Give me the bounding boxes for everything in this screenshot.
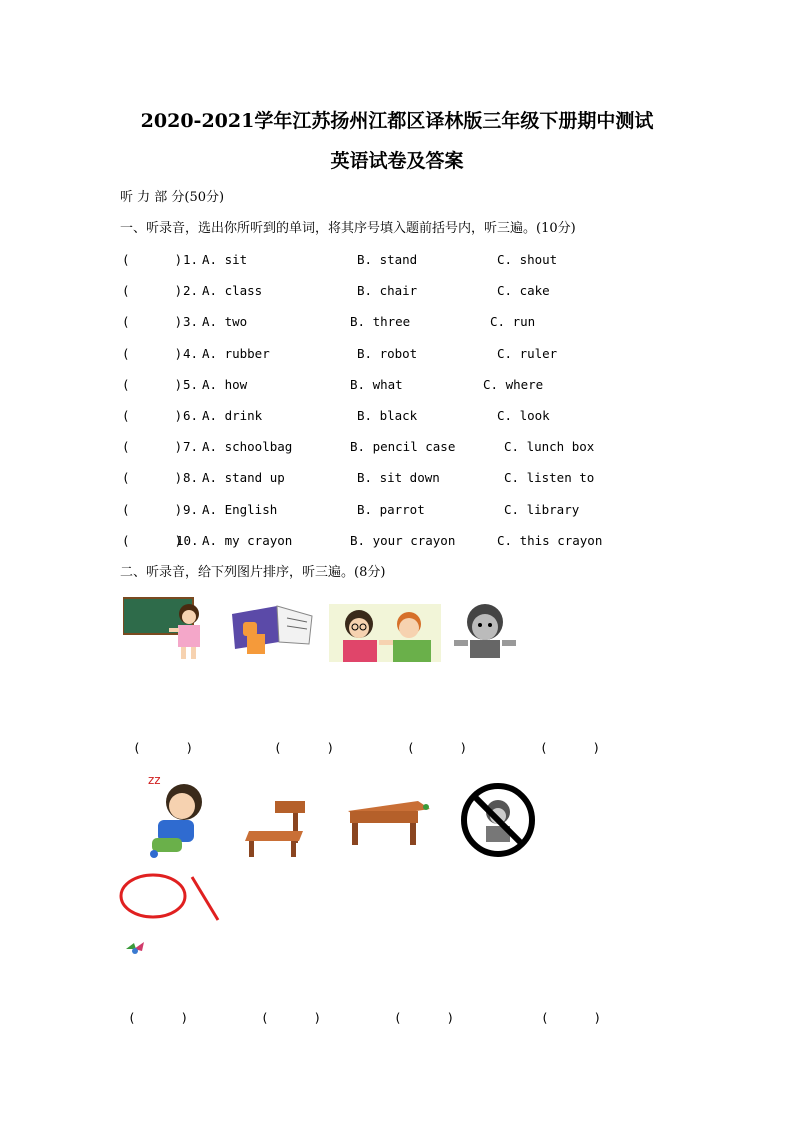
answer-bracket-3[interactable]: ( ) xyxy=(122,314,183,330)
option-b-4: B. robot xyxy=(357,345,418,361)
section1-heading: 一、听录音，选出你所听到的单词，将其序号填入题前括号内，听三遍。(10分) xyxy=(120,221,576,236)
answer-bracket-2[interactable]: ( ) xyxy=(122,283,183,299)
sleeping-boy-picture xyxy=(144,770,214,860)
answer-bracket-1[interactable]: ( ) xyxy=(122,252,183,267)
question-number-10: 10. xyxy=(176,532,199,548)
option-a-1: A. sit xyxy=(202,252,248,267)
desk-picture xyxy=(346,795,432,847)
answer-bracket-6[interactable]: ( ) xyxy=(261,1010,322,1025)
listening-header: 听 力 部 分(50分) xyxy=(120,190,225,205)
boy-gray-picture xyxy=(446,600,524,660)
question-number-8: 8. xyxy=(183,470,199,486)
option-b-6: B. black xyxy=(357,408,418,423)
option-a-9: A. English xyxy=(202,501,278,517)
answer-bracket-3[interactable]: ( ) xyxy=(407,740,468,755)
option-a-6: A. drink xyxy=(202,408,263,423)
question-number-5: 5. xyxy=(183,376,199,392)
answer-bracket-6[interactable]: ( ) xyxy=(122,408,183,423)
question-number-2: 2. xyxy=(183,283,199,299)
option-b-2: B. chair xyxy=(357,283,418,299)
option-a-3: A. two xyxy=(202,314,248,330)
answer-bracket-2[interactable]: ( ) xyxy=(274,740,335,755)
option-b-10: B. your crayon xyxy=(350,532,456,548)
question-number-7: 7. xyxy=(183,439,199,455)
option-b-9: B. parrot xyxy=(357,501,425,517)
question-number-4: 4. xyxy=(183,345,199,361)
answer-bracket-4[interactable]: ( ) xyxy=(540,740,601,755)
answer-bracket-5[interactable]: ( ) xyxy=(122,376,183,392)
answer-bracket-8[interactable]: ( ) xyxy=(541,1010,602,1025)
answer-bracket-1[interactable]: ( ) xyxy=(133,740,194,755)
question-number-9: 9. xyxy=(183,501,199,517)
red-circle-drawing xyxy=(118,872,222,924)
option-a-10: A. my crayon xyxy=(202,532,293,548)
answer-bracket-8[interactable]: ( ) xyxy=(122,470,183,486)
answer-bracket-5[interactable]: ( ) xyxy=(128,1010,189,1025)
option-c-9: C. library xyxy=(504,501,580,517)
option-a-7: A. schoolbag xyxy=(202,439,293,455)
bird-icon xyxy=(124,939,146,957)
answer-bracket-9[interactable]: ( ) xyxy=(122,501,183,517)
chair-picture xyxy=(243,799,309,859)
answer-bracket-7[interactable]: ( ) xyxy=(394,1010,455,1025)
girl-and-boy-talking-picture xyxy=(329,604,441,662)
option-c-4: C. ruler xyxy=(497,345,558,361)
answer-bracket-4[interactable]: ( ) xyxy=(122,345,183,361)
option-b-8: B. sit down xyxy=(357,470,440,486)
answer-bracket-7[interactable]: ( ) xyxy=(122,439,183,455)
option-c-10: C. this crayon xyxy=(497,532,603,548)
document-title-line1: 2020-2021学年江苏扬州江都区译林版三年级下册期中测试 xyxy=(140,110,654,132)
section2-heading: 二、听录音，给下列图片排序，听三遍。(8分) xyxy=(120,565,386,580)
document-title-line2: 英语试卷及答案 xyxy=(330,150,464,172)
answer-bracket-10[interactable]: ( ) xyxy=(122,532,183,548)
option-b-5: B. what xyxy=(350,376,403,392)
option-c-5: C. where xyxy=(483,376,544,392)
option-b-1: B. stand xyxy=(357,252,418,267)
option-a-4: A. rubber xyxy=(202,345,270,361)
option-b-7: B. pencil case xyxy=(350,439,456,455)
question-number-3: 3. xyxy=(183,314,199,330)
option-c-2: C. cake xyxy=(497,283,550,299)
option-b-3: B. three xyxy=(350,314,411,330)
svg-text:zz: zz xyxy=(148,773,161,787)
option-c-1: C. shout xyxy=(497,252,558,267)
hand-closing-book-picture xyxy=(227,604,317,659)
question-number-1: 1. xyxy=(183,252,199,267)
option-a-8: A. stand up xyxy=(202,470,285,486)
option-c-8: C. listen to xyxy=(504,470,595,486)
option-c-3: C. run xyxy=(490,314,536,330)
no-talking-sign-picture xyxy=(456,780,540,860)
option-a-5: A. how xyxy=(202,376,248,392)
girl-at-blackboard-picture xyxy=(123,596,213,661)
question-number-6: 6. xyxy=(183,408,199,423)
option-c-7: C. lunch box xyxy=(504,439,595,455)
option-a-2: A. class xyxy=(202,283,263,299)
option-c-6: C. look xyxy=(497,408,550,423)
